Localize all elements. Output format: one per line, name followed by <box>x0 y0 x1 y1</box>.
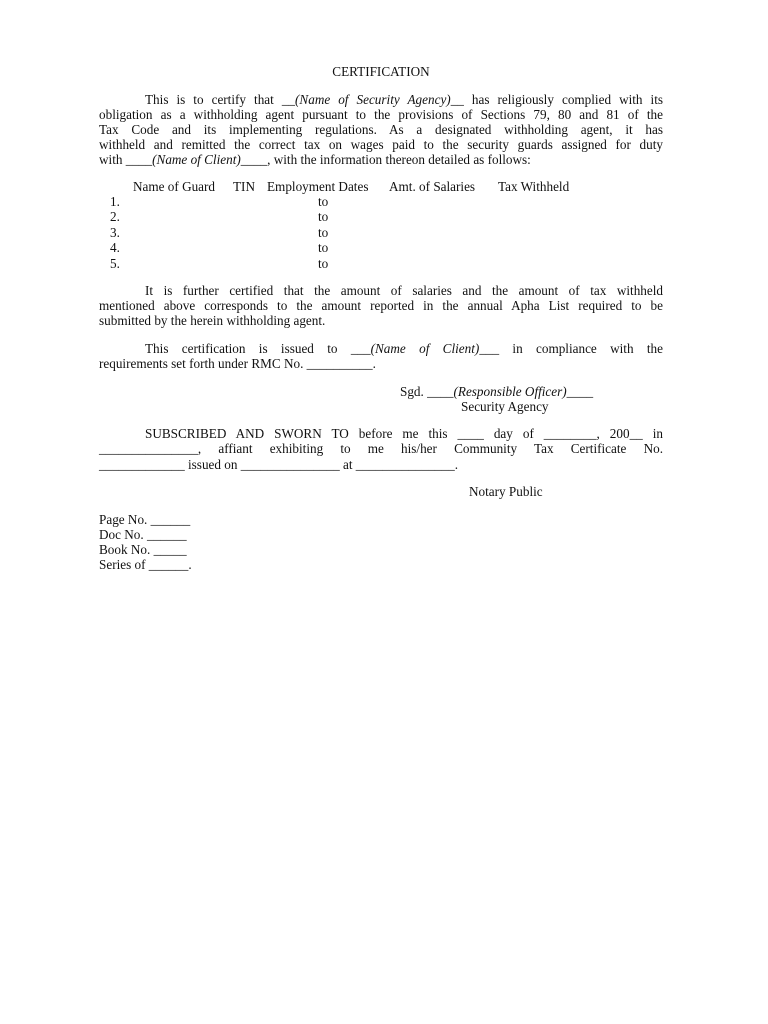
paragraph-line: withheld and remitted the correct tax on wages paid to the security guards assigned for duty <box>99 137 663 152</box>
column-header-dates: Employment Dates <box>267 179 369 194</box>
client-name-placeholder: (Name of Client) <box>370 341 480 356</box>
signature-line <box>400 384 593 400</box>
client-name-placeholder: (Name of Client) <box>152 152 241 167</box>
paragraph-line: SUBSCRIBED AND SWORN TO before me this ____ day of ________, 200__ in <box>145 426 663 441</box>
paragraph-line <box>145 92 663 108</box>
employment-dates-cell: to <box>318 209 329 224</box>
text-fragment: ___ in compliance with the <box>479 341 664 356</box>
column-header-name: Name of Guard <box>133 179 216 194</box>
row-number: 3. <box>110 225 120 240</box>
employment-dates-cell: to <box>318 194 329 209</box>
agency-name-placeholder: (Name of Security Agency) <box>295 92 451 107</box>
paragraph-line: Tax Code and its implementing regulations. As a designated withholding agent, it has <box>99 122 663 137</box>
employment-dates-cell: to <box>318 256 329 271</box>
text-fragment: ____ <box>566 384 594 399</box>
paragraph-line: submitted by the herein withholding agent. <box>99 313 326 328</box>
paragraph-line: mentioned above corresponds to the amount reported in the annual Apha List required to be <box>99 298 663 313</box>
paragraph-line: It is further certified that the amount of salaries and the amount of tax withheld <box>145 283 663 298</box>
text-fragment: This is to certify that __ <box>145 92 296 107</box>
column-header-tin: TIN <box>233 179 255 194</box>
notary-public-label: Notary Public <box>469 484 543 499</box>
officer-placeholder: (Responsible Officer) <box>453 384 567 399</box>
text-fragment: with ____ <box>99 152 153 167</box>
paragraph-line <box>145 341 663 357</box>
document-title: CERTIFICATION <box>332 64 430 79</box>
row-number: 5. <box>110 256 120 271</box>
paragraph-line: _______________, affiant exhibiting to me his/her Community Tax Certificate No. <box>99 441 663 456</box>
row-number: 4. <box>110 240 120 255</box>
paragraph-line <box>99 152 663 168</box>
text-fragment: Sgd. ____ <box>400 384 454 399</box>
doc-number-field: Doc No. ______ <box>99 527 187 542</box>
text-fragment: __ has religiously complied with its <box>450 92 663 107</box>
paragraph-line: requirements set forth under RMC No. __________. <box>99 356 376 371</box>
paragraph-line: obligation as a withholding agent pursuant to the provisions of Sections 79, 80 and 81 of the <box>99 107 663 122</box>
book-number-field: Book No. _____ <box>99 542 187 557</box>
page-number-field: Page No. ______ <box>99 512 191 527</box>
row-number: 2. <box>110 209 120 224</box>
paragraph-line: _____________ issued on _______________ at _______________. <box>99 457 458 472</box>
column-header-salaries: Amt. of Salaries <box>389 179 476 194</box>
row-number: 1. <box>110 194 120 209</box>
employment-dates-cell: to <box>318 240 329 255</box>
signatory-organization: Security Agency <box>461 399 549 414</box>
text-fragment: This certification is issued to ___ <box>145 341 371 356</box>
series-field: Series of ______. <box>99 557 192 572</box>
employment-dates-cell: to <box>318 225 329 240</box>
column-header-tax: Tax Withheld <box>498 179 570 194</box>
text-fragment: ____, with the information thereon detailed as follows: <box>240 152 531 167</box>
